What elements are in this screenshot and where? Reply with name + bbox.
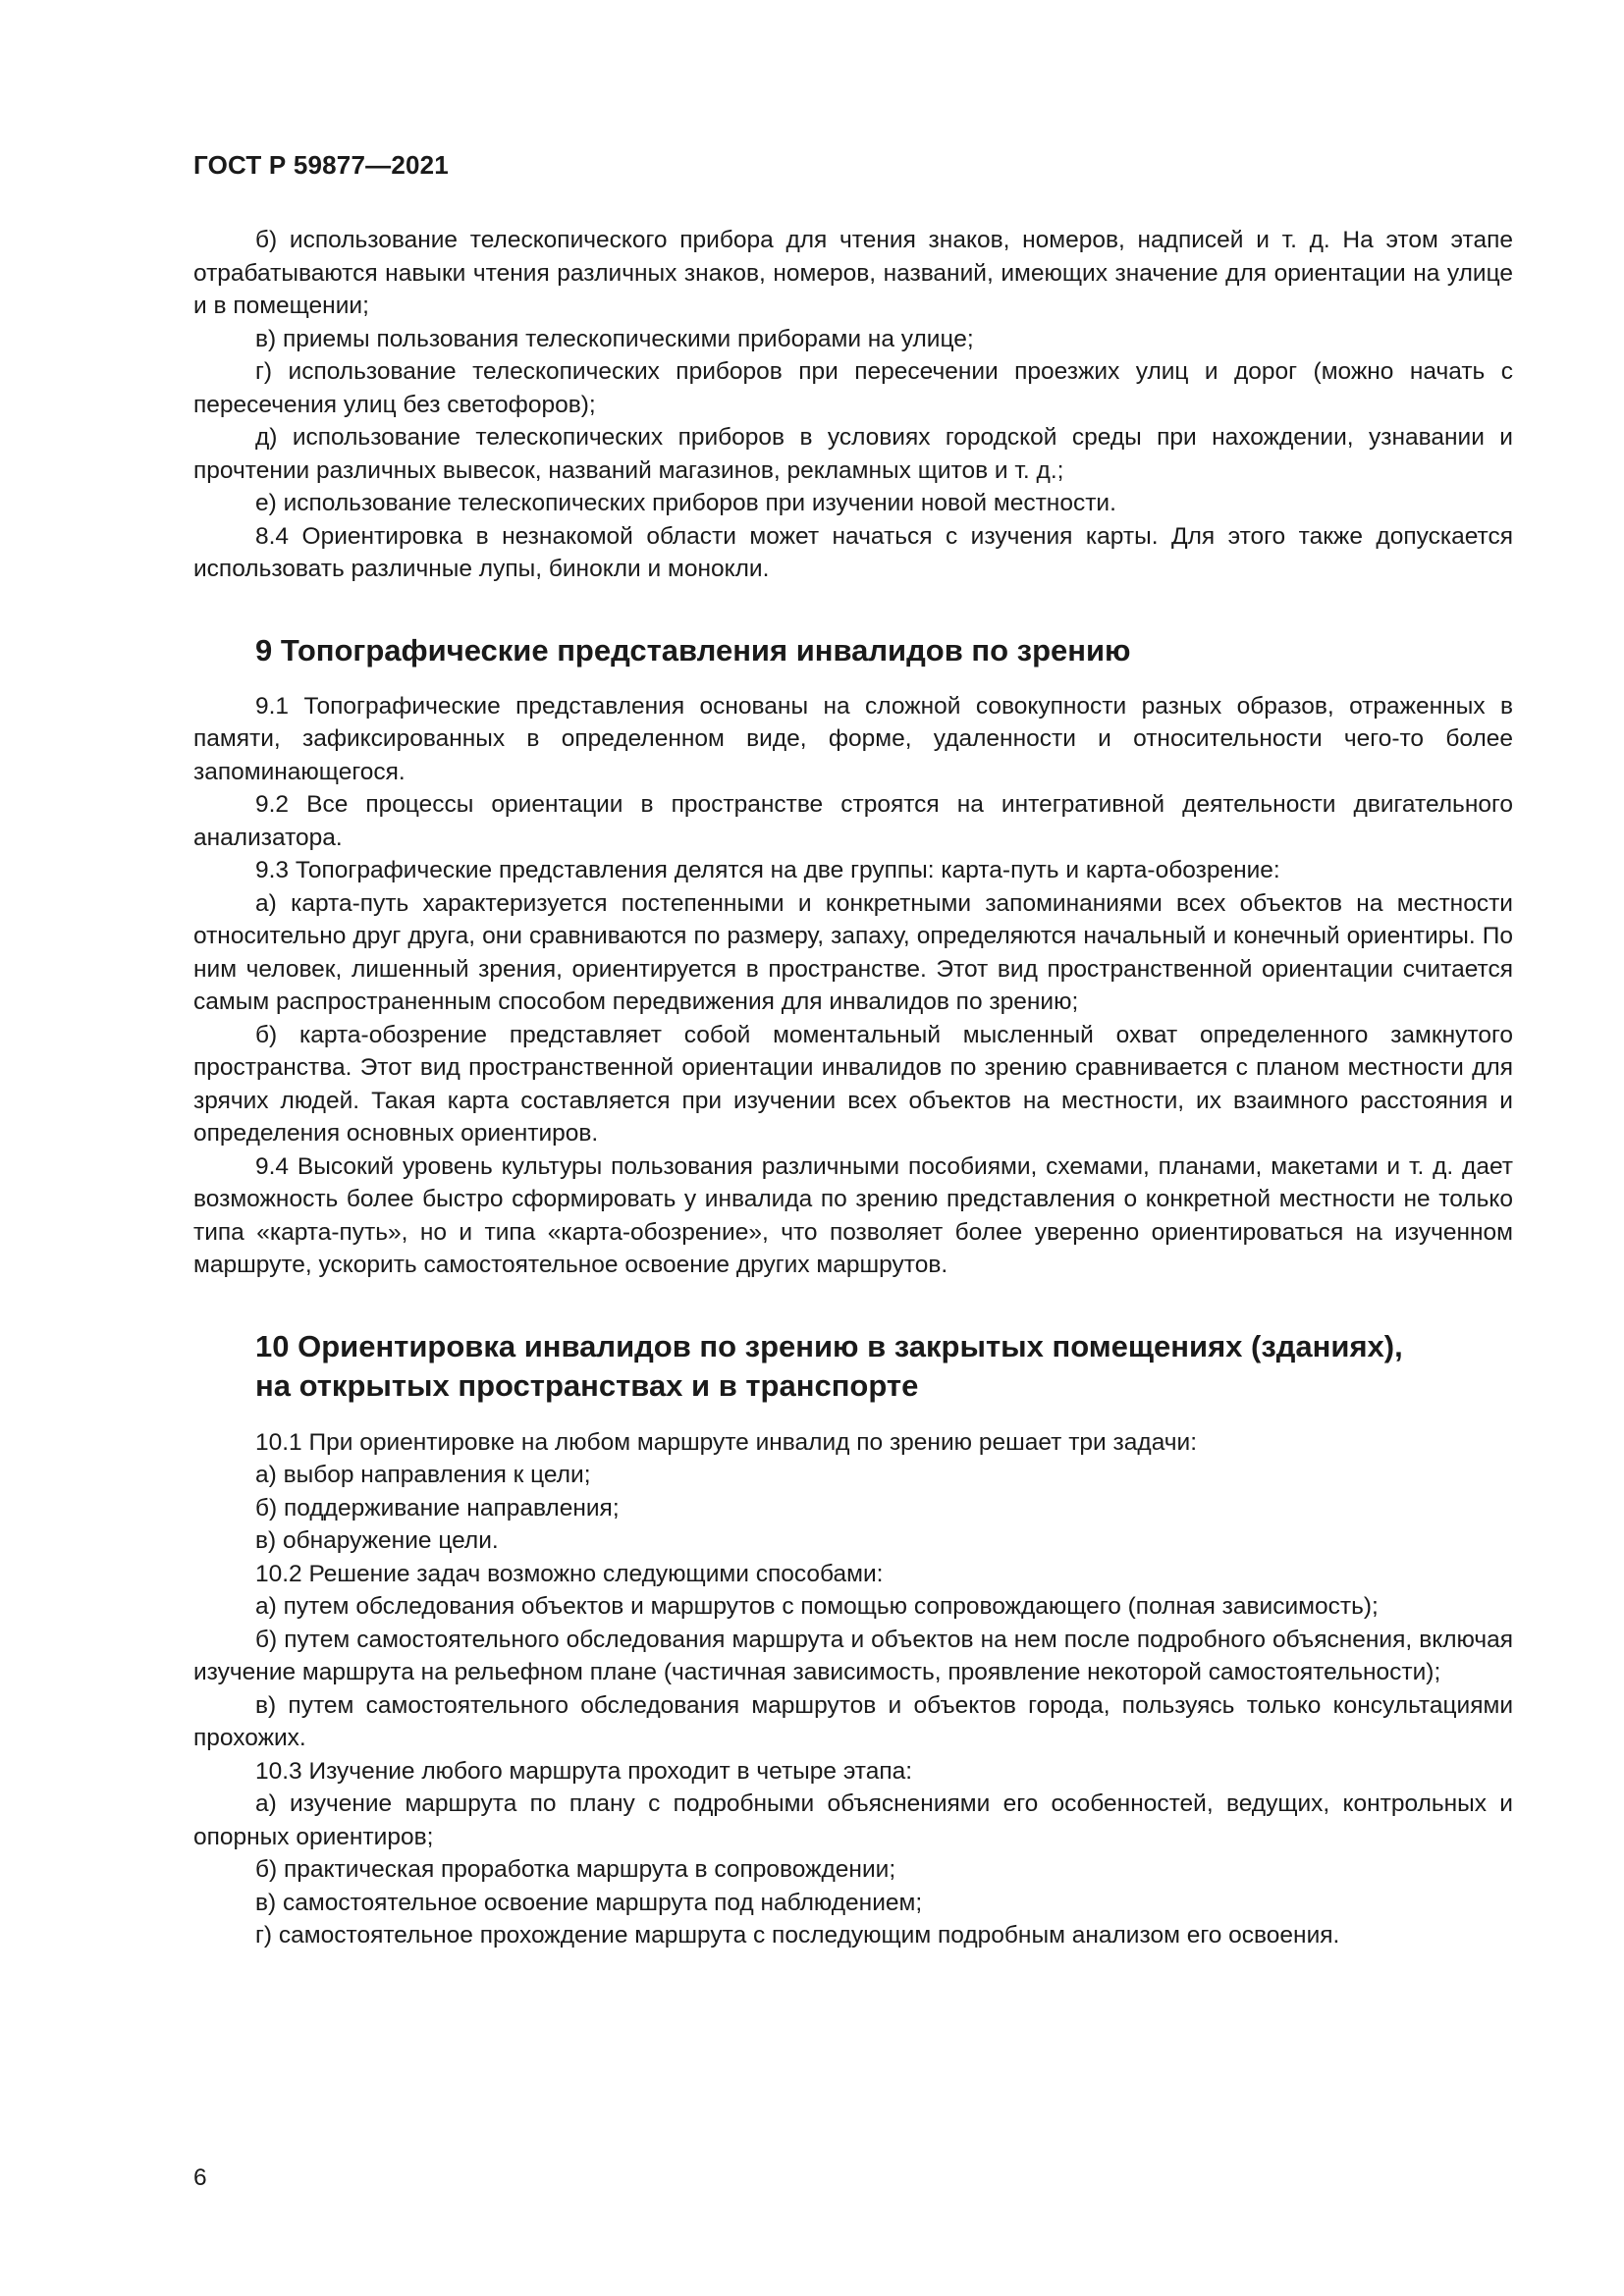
paragraph: б) поддерживание направления; <box>255 1494 620 1522</box>
paragraph: 9.2 Все процессы ориентации в пространстве строятся на интегративной деятельности двигательного анализатора. <box>193 791 1513 851</box>
paragraph: е) использование телескопических приборов при изучении новой местности. <box>255 490 1116 516</box>
paragraph: б) использование телескопического прибора для чтения знаков, номеров, надписей и т. д. На этом этапе отрабатываются навыки чтения различных знаков, номеров, названий, имеющих значение для ориентации на улице и в помещении; <box>193 227 1513 319</box>
intro-block <box>193 224 1513 586</box>
paragraph: 9.1 Топографические представления основаны на сложной совокупности разных образов, отраженных в памяти, зафиксированных в определенном виде, форме, удаленности и относительности чего-то более запоминающегося. <box>193 692 1513 785</box>
paragraph: 9.4 Высокий уровень культуры пользования различными пособиями, схемами, планами, макетами и т. д. дает возможность более быстро сформировать у инвалида по зрению представления о конкретной местности не только типа «карта-путь», но и типа «карта-обозрение», что позволяет более уверенно ориентироваться на изученном маршруте, ускорить самостоятельное освоение других маршрутов. <box>193 1152 1513 1278</box>
section-10-heading-line-1: 10 Ориентировка инвалидов по зрению в закрытых помещениях (зданиях), <box>255 1328 1403 1363</box>
paragraph: г) использование телескопических приборов при пересечении проезжих улиц и дорог (можно начать с пересечения улиц без светофоров); <box>193 358 1513 418</box>
page-content <box>193 224 1513 1952</box>
document-page <box>193 0 1513 2296</box>
page-number: 6 <box>193 2164 207 2191</box>
paragraph: в) обнаружение цели. <box>255 1527 499 1554</box>
paragraph: 10.2 Решение задач возможно следующими способами: <box>255 1560 884 1587</box>
paragraph: а) карта-путь характеризуется постепенными и конкретными запоминаниями всех объектов на местности относительно друг друга, они сравниваются по размеру, запаху, определяются начальный и конечный ориентиры. По ним человек, лишенный зрения, ориентируется в пространстве. Этот вид пространственной ориентации считается самым распространенным способом передвижения для инвалидов по зрению; <box>193 889 1513 1015</box>
paragraph: в) путем самостоятельного обследования маршрутов и объектов города, пользуясь только консультациями прохожих. <box>193 1691 1513 1751</box>
section-9-body <box>193 690 1513 1282</box>
paragraph: в) приемы пользования телескопическими приборами на улице; <box>255 325 974 352</box>
paragraph: б) путем самостоятельного обследования маршрута и объектов на нем после подробного объяснения, включая изучение маршрута на рельефном плане (частичная зависимость, проявление некоторой самостоятельности); <box>193 1626 1513 1685</box>
section-10-heading-line-2: на открытых пространствах и в транспорте <box>255 1367 919 1403</box>
section-10-heading <box>193 1327 1513 1406</box>
paragraph: д) использование телескопических приборов в условиях городской среды при нахождении, узнавании и прочтении различных вывесок, названий магазинов, рекламных щитов и т. д.; <box>193 424 1513 484</box>
paragraph: 9.3 Топографические представления делятся на две группы: карта-путь и карта-обозрение: <box>255 857 1280 883</box>
document-code-header: ГОСТ Р 59877—2021 <box>193 150 449 180</box>
paragraph: 8.4 Ориентировка в незнакомой области может начаться с изучения карты. Для этого также допускается использовать различные лупы, бинокли и монокли. <box>193 522 1513 582</box>
paragraph: б) карта-обозрение представляет собой моментальный мысленный охват определенного замкнутого пространства. Этот вид пространственной ориентации инвалидов по зрению сравнивается с планом местности для зрячих людей. Такая карта составляется при изучении всех объектов на местности, их взаимного расстояния и определения основных ориентиров. <box>193 1021 1513 1147</box>
paragraph: в) самостоятельное освоение маршрута под наблюдением; <box>255 1889 923 1916</box>
paragraph: а) путем обследования объектов и маршрутов с помощью сопровождающего (полная зависимость); <box>255 1593 1379 1620</box>
paragraph: а) выбор направления к цели; <box>255 1462 591 1488</box>
paragraph: 10.1 При ориентировке на любом маршруте инвалид по зрению решает три задачи: <box>255 1428 1198 1456</box>
paragraph: а) изучение маршрута по плану с подробными объяснениями его особенностей, ведущих, контрольных и опорных ориентиров; <box>193 1790 1513 1850</box>
section-9-heading: 9 Топографические представления инвалидов по зрению <box>255 632 1131 667</box>
section-10-body <box>193 1426 1513 1952</box>
paragraph: б) практическая проработка маршрута в сопровождении; <box>255 1856 896 1883</box>
paragraph: г) самостоятельное прохождение маршрута с последующим подробным анализом его освоения. <box>255 1922 1340 1949</box>
paragraph: 10.3 Изучение любого маршрута проходит в четыре этапа: <box>255 1757 913 1785</box>
